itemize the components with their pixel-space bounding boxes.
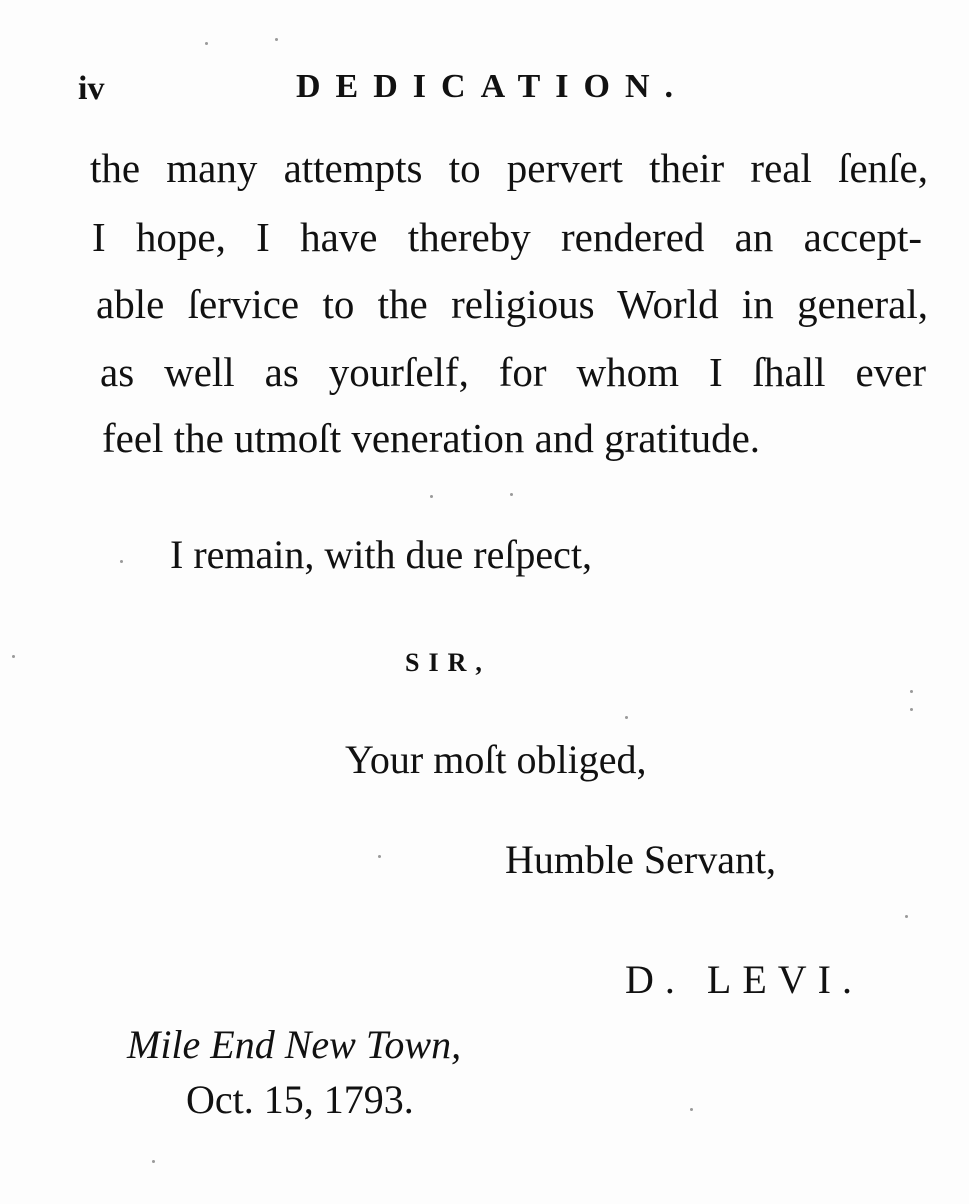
scan-speck (905, 915, 908, 918)
page-number: iv (78, 70, 105, 107)
scan-speck (12, 655, 15, 658)
closing-servant: Humble Servant, (505, 837, 777, 882)
scan-speck (430, 495, 433, 498)
scan-speck (910, 690, 913, 693)
scan-speck (378, 855, 381, 858)
body-line: as well as yourſelf, for whom I ſhall ever (100, 349, 926, 395)
salutation: SIR, (405, 648, 491, 677)
body-line: feel the utmoſt veneration and gratitude. (102, 415, 761, 461)
closing-obliged: Your moſt obliged, (345, 737, 647, 782)
running-head: DEDICATION. (296, 68, 689, 105)
scan-speck (910, 708, 913, 711)
scan-speck (690, 1108, 693, 1111)
scan-speck (120, 560, 123, 563)
scan-speck (275, 38, 278, 41)
dateline-date: Oct. 15, 1793. (186, 1077, 414, 1122)
scan-speck (152, 1160, 155, 1163)
body-line: the many attempts to pervert their real ſenſe, (90, 145, 928, 191)
valediction: I remain, with due reſpect, (170, 532, 593, 577)
body-line: able ſervice to the religious World in general, (96, 281, 928, 327)
signature: D. LEVI. (625, 957, 863, 1002)
body-line: I hope, I have thereby rendered an accept- (92, 214, 922, 260)
scan-speck (205, 42, 208, 45)
scan-speck (625, 716, 628, 719)
dateline-place: Mile End New Town, (127, 1022, 462, 1067)
scan-speck (510, 493, 513, 496)
